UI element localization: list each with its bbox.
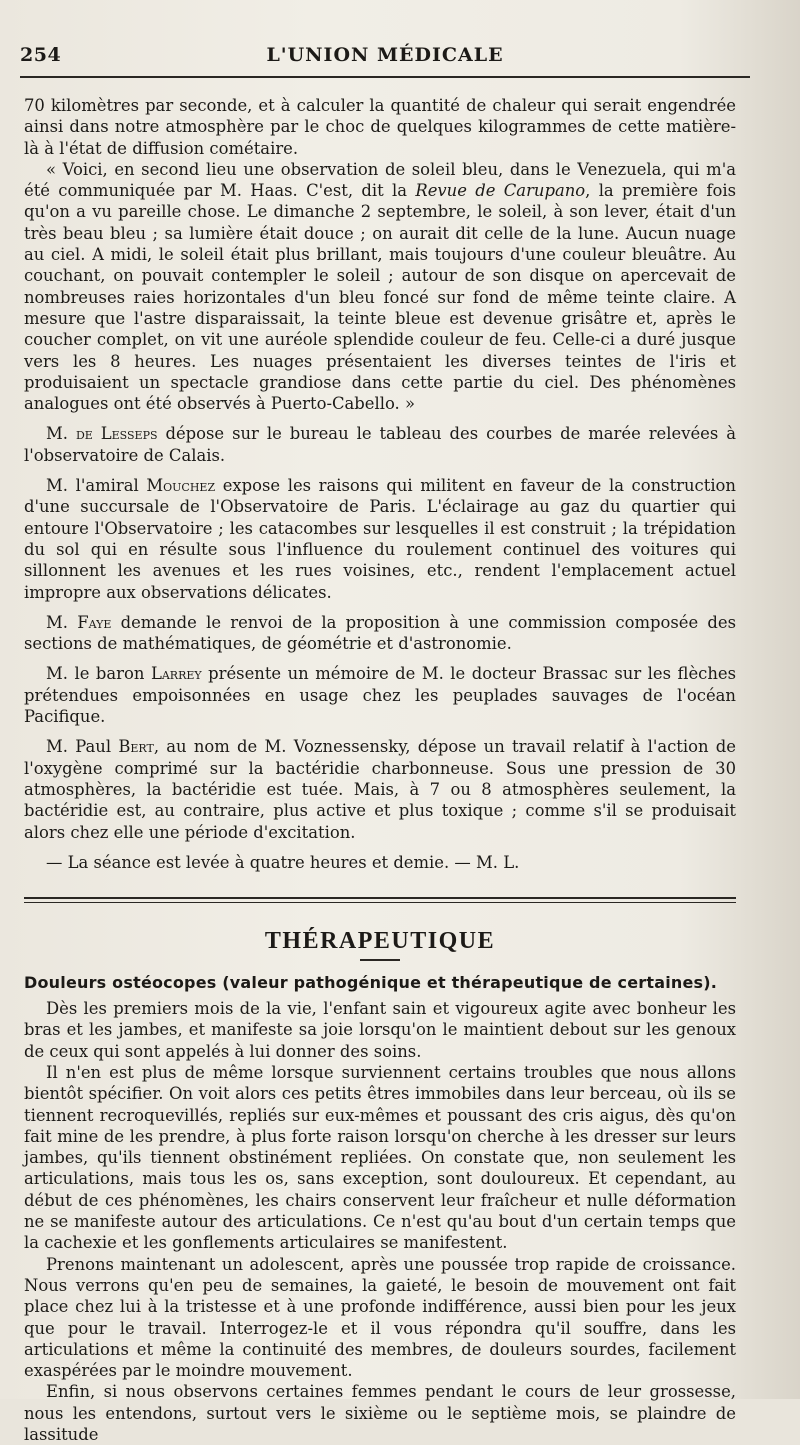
page-content: [24, 95, 736, 1445]
article-paragraph: Dès les premiers mois de la vie, l'enfant sain et vigoureux agite avec bonheur les bras et les jambes, et manifeste sa joie lorsqu'on le maintient debout sur les genoux de ceux qui sont appelés à lui donner des soins.: [24, 999, 736, 1061]
text-run: M. le baron: [46, 664, 151, 684]
article-paragraph: Prenons maintenant un adolescent, après une poussée trop rapide de croissance. Nous verrons qu'en peu de semaines, la gaieté, le besoin de mouvement ont fait place chez lui à la tristesse et à une profonde indifférence, aussi bien pour les jeux que pour le travail. Interrogez-le et il vous répondra qu'il souffre, dans les articulations et même la continuité des membres, de douleurs sourdes, facilement exaspérées par le moindre mouvement.: [24, 1254, 736, 1381]
member-name: de Lesseps: [75, 424, 158, 444]
title-underline: [360, 959, 400, 961]
journal-title: L'UNION MÉDICALE: [266, 44, 504, 66]
text-run: expose les raisons qui militent en faveur de la construction d'une succursale de l'Observatoire de Paris. L'éclairage au gaz du quartier qui entoure l'Observatoire ; les catacombes sur lesquelles il est construit ; la trépidation du sol qui en résulte sous l'influence du roulement continuel des voitures qui sillonnent les avenues et les rues voisines, etc., rendent l'emplacement actuel impropre aux observations délicates.: [24, 476, 736, 602]
member-name: Faye: [77, 612, 112, 632]
text-run: , au nom de M. Voznessensky, dépose un travail relatif à l'action de l'oxygène comprimé sur la bactéridie charbonneuse. Sous une pression de 30 atmosphères, la bactéridie est tuée. Mais, à 7 ou 8 atmosphères seulement, la bactéridie est, au contraire, plus active et plus toxique ; comme s'il se produisait alors chez elle une période d'excitation.: [24, 737, 736, 842]
proceeding-paragraph: [24, 423, 736, 466]
member-name: Mouchez: [146, 476, 216, 496]
section-title: THÉRAPEUTIQUE: [264, 928, 496, 955]
article-title: Douleurs ostéocopes (valeur pathogénique et thérapeutique de certaines).: [24, 973, 718, 993]
text-run: présente un mémoire de M. le docteur Brassac sur les flèches prétendues empoisonnées en usage chez les peuplades sauvages de l'océan Pacifique.: [24, 664, 737, 727]
text-run: demande le renvoi de la proposition à une commission composée des sections de mathématiques, de géométrie et d'astronomie.: [24, 612, 736, 654]
text-run: M.: [46, 612, 78, 632]
running-header: [20, 44, 750, 74]
text-run: M.: [46, 424, 76, 444]
text-run: M. Paul: [46, 737, 119, 757]
session-closing: — La séance est levée à quatre heures et demie. — M. L.: [46, 852, 520, 872]
journal-citation: Revue de Carupano: [415, 181, 586, 201]
proceeding-paragraph: [24, 475, 736, 603]
article-body: [24, 998, 736, 1445]
blue-sun-paragraph: [24, 159, 736, 415]
proceeding-paragraph: [24, 736, 736, 842]
section-divider: [24, 897, 736, 903]
continuation-paragraph: 70 kilomètres par seconde, et à calculer la quantité de chaleur qui serait engendrée ainsi dans notre atmosphère par le choc de quelques kilogrammes de cette matière-là à l'état de diffusion cométaire.: [24, 96, 736, 158]
member-name: Larrey: [150, 664, 202, 684]
header-rule: [20, 76, 750, 78]
text-run: M. l'amiral: [46, 476, 147, 496]
article-paragraph: Enfin, si nous observons certaines femmes pendant le cours de leur grossesse, nous les entendons, surtout vers le sixième ou le septième mois, se plaindre de lassitude: [24, 1382, 736, 1445]
text-run: , la première fois qu'on a vu pareille chose. Le dimanche 2 septembre, le soleil, à son lever, était d'un très beau bleu ; sa lumière était douce ; on aurait dit celle de la lune. Aucun nuage au ciel. A midi, le soleil était plus brillant, mais toujours d'une couleur bleuâtre. Au couchant, on pouvait contempler le soleil ; autour de son disque on apercevait de nombreuses raies horizontales d'un bleu foncé sur fond de même teinte claire. A mesure que l'astre disparaissait, la teinte bleue est devenue grisâtre et, après le coucher complet, on vit une auréole splendide couleur de feu. Celle-ci a duré jusque vers les 8 heures. Les nuages présentaient les diverses teintes de l'iris et produisaient un spectacle grandiose dans cette partie du ciel. Des phénomènes analogues ont été observés à Puerto-Cabello. »: [24, 181, 736, 414]
text-run: « Voici, en second lieu une observation de soleil bleu, dans le Venezuela, qui m'a été communiquée par M. Haas. C'est, dit la: [24, 159, 736, 201]
member-name: Bert: [118, 737, 154, 757]
page-number: 254: [20, 44, 62, 66]
proceeding-paragraph: [24, 663, 736, 727]
text-run: dépose sur le bureau le tableau des courbes de marée relevées à l'observatoire de Calais.: [24, 424, 736, 465]
article-paragraph: Il n'en est plus de même lorsque surviennent certains troubles que nous allons bientôt spécifier. On voit alors ces petits êtres immobiles dans leur berceau, où ils se tiennent recroquevillés, repliés sur eux-mêmes et poussant des cris aigus, dès qu'on fait mine de les prendre, à plus forte raison lorsqu'on cherche à les dresser sur leurs jambes, qu'ils tiennent obstinément repliées. On constate que, non seulement les articulations, mais tous les os, sans exception, sont douloureux. Et cependant, au début de ces phénomènes, les chairs conservent leur fraîcheur et nulle déformation ne se manifeste autour des articulations. Ce n'est qu'au bout d'un certain temps que la cachexie et les gonflements articulaires se manifestent.: [24, 1062, 736, 1253]
proceeding-paragraph: [24, 612, 736, 655]
